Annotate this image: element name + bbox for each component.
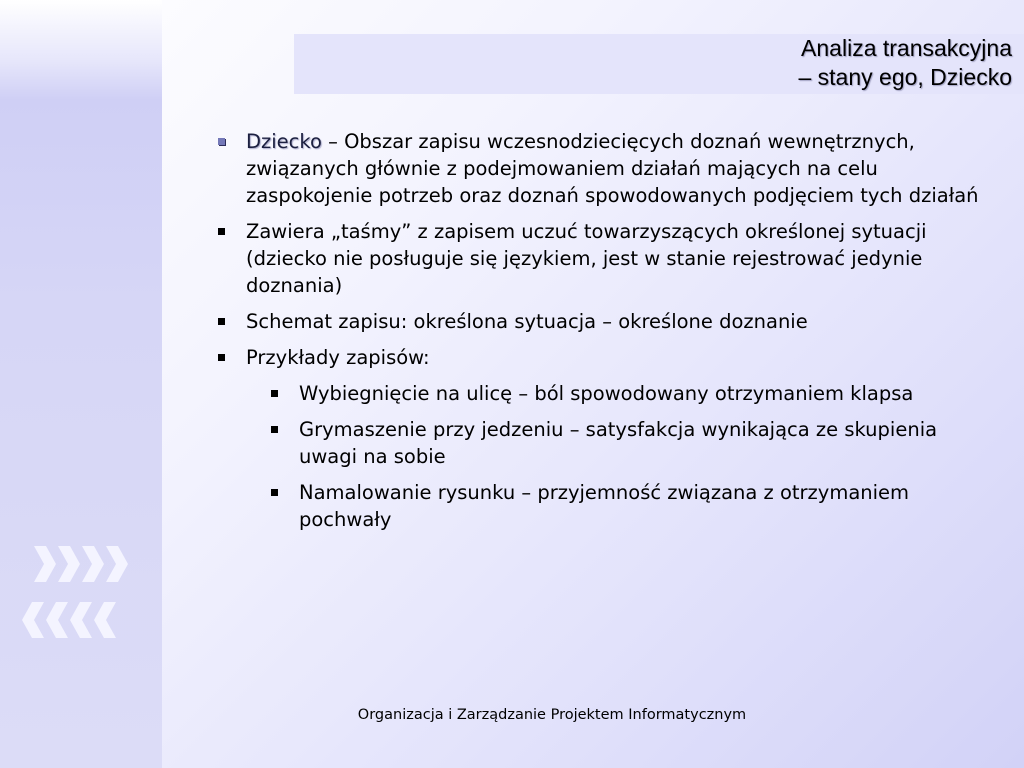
- sub-bullet-item-rysunek: [265, 479, 992, 533]
- slide-title: [798, 34, 1012, 92]
- bullet-text: Schemat zapisu: określona sytuacja – określone doznanie: [246, 310, 808, 333]
- left-chevrons-icon: [20, 602, 132, 642]
- square-bullet-icon: [218, 138, 225, 145]
- sub-bullet-text: Wybiegnięcie na ulicę – ból spowodowany otrzymaniem klapsa: [299, 382, 914, 405]
- slide-footer: Organizacja i Zarządzanie Projektem Informatycznym: [357, 707, 747, 723]
- title-box: [294, 34, 1024, 94]
- square-bullet-icon: [218, 228, 225, 235]
- sub-bullet-item-grymaszenie: [265, 416, 992, 470]
- sub-bullet-text: Namalowanie rysunku – przyjemność związana z otrzymaniem pochwały: [299, 481, 910, 531]
- bullet-item-dziecko: [212, 128, 992, 209]
- square-bullet-icon: [218, 354, 225, 361]
- right-chevrons-icon: [20, 546, 132, 586]
- bullet-text: Zawiera „taśmy” z zapisem uczuć towarzyszących określonej sytuacji (dziecko nie posługuje się językiem, jest w stanie rejestrować jedynie doznania): [246, 220, 927, 297]
- sub-bullet-text: Grymaszenie przy jedzeniu – satysfakcja wynikająca ze skupienia uwagi na sobie: [299, 418, 938, 468]
- bullet-item-schemat: [212, 308, 992, 335]
- bullet-item-tasmy: [212, 218, 992, 299]
- left-decor-band: [0, 0, 162, 768]
- square-bullet-icon: [218, 318, 225, 325]
- square-bullet-icon: [271, 390, 278, 397]
- square-bullet-icon: [271, 426, 278, 433]
- slide-title-line1: Analiza transakcyjna: [801, 35, 1012, 61]
- bullet-text: Przykłady zapisów:: [246, 346, 430, 369]
- sub-bullet-item-ulica: [265, 380, 992, 407]
- bullet-text: – Obszar zapisu wczesnodziecięcych doznań wewnętrznych, związanych głównie z podejmowaniem działań mających na celu zaspokojenie potrzeb oraz doznań spowodowanych podjęciem tych działań: [246, 130, 979, 207]
- bullet-list: [212, 128, 992, 542]
- term-dziecko: Dziecko: [246, 130, 322, 153]
- slide-title-line2: – stany ego, Dziecko: [798, 64, 1012, 90]
- square-bullet-icon: [271, 489, 278, 496]
- bullet-item-przyklady: [212, 344, 992, 371]
